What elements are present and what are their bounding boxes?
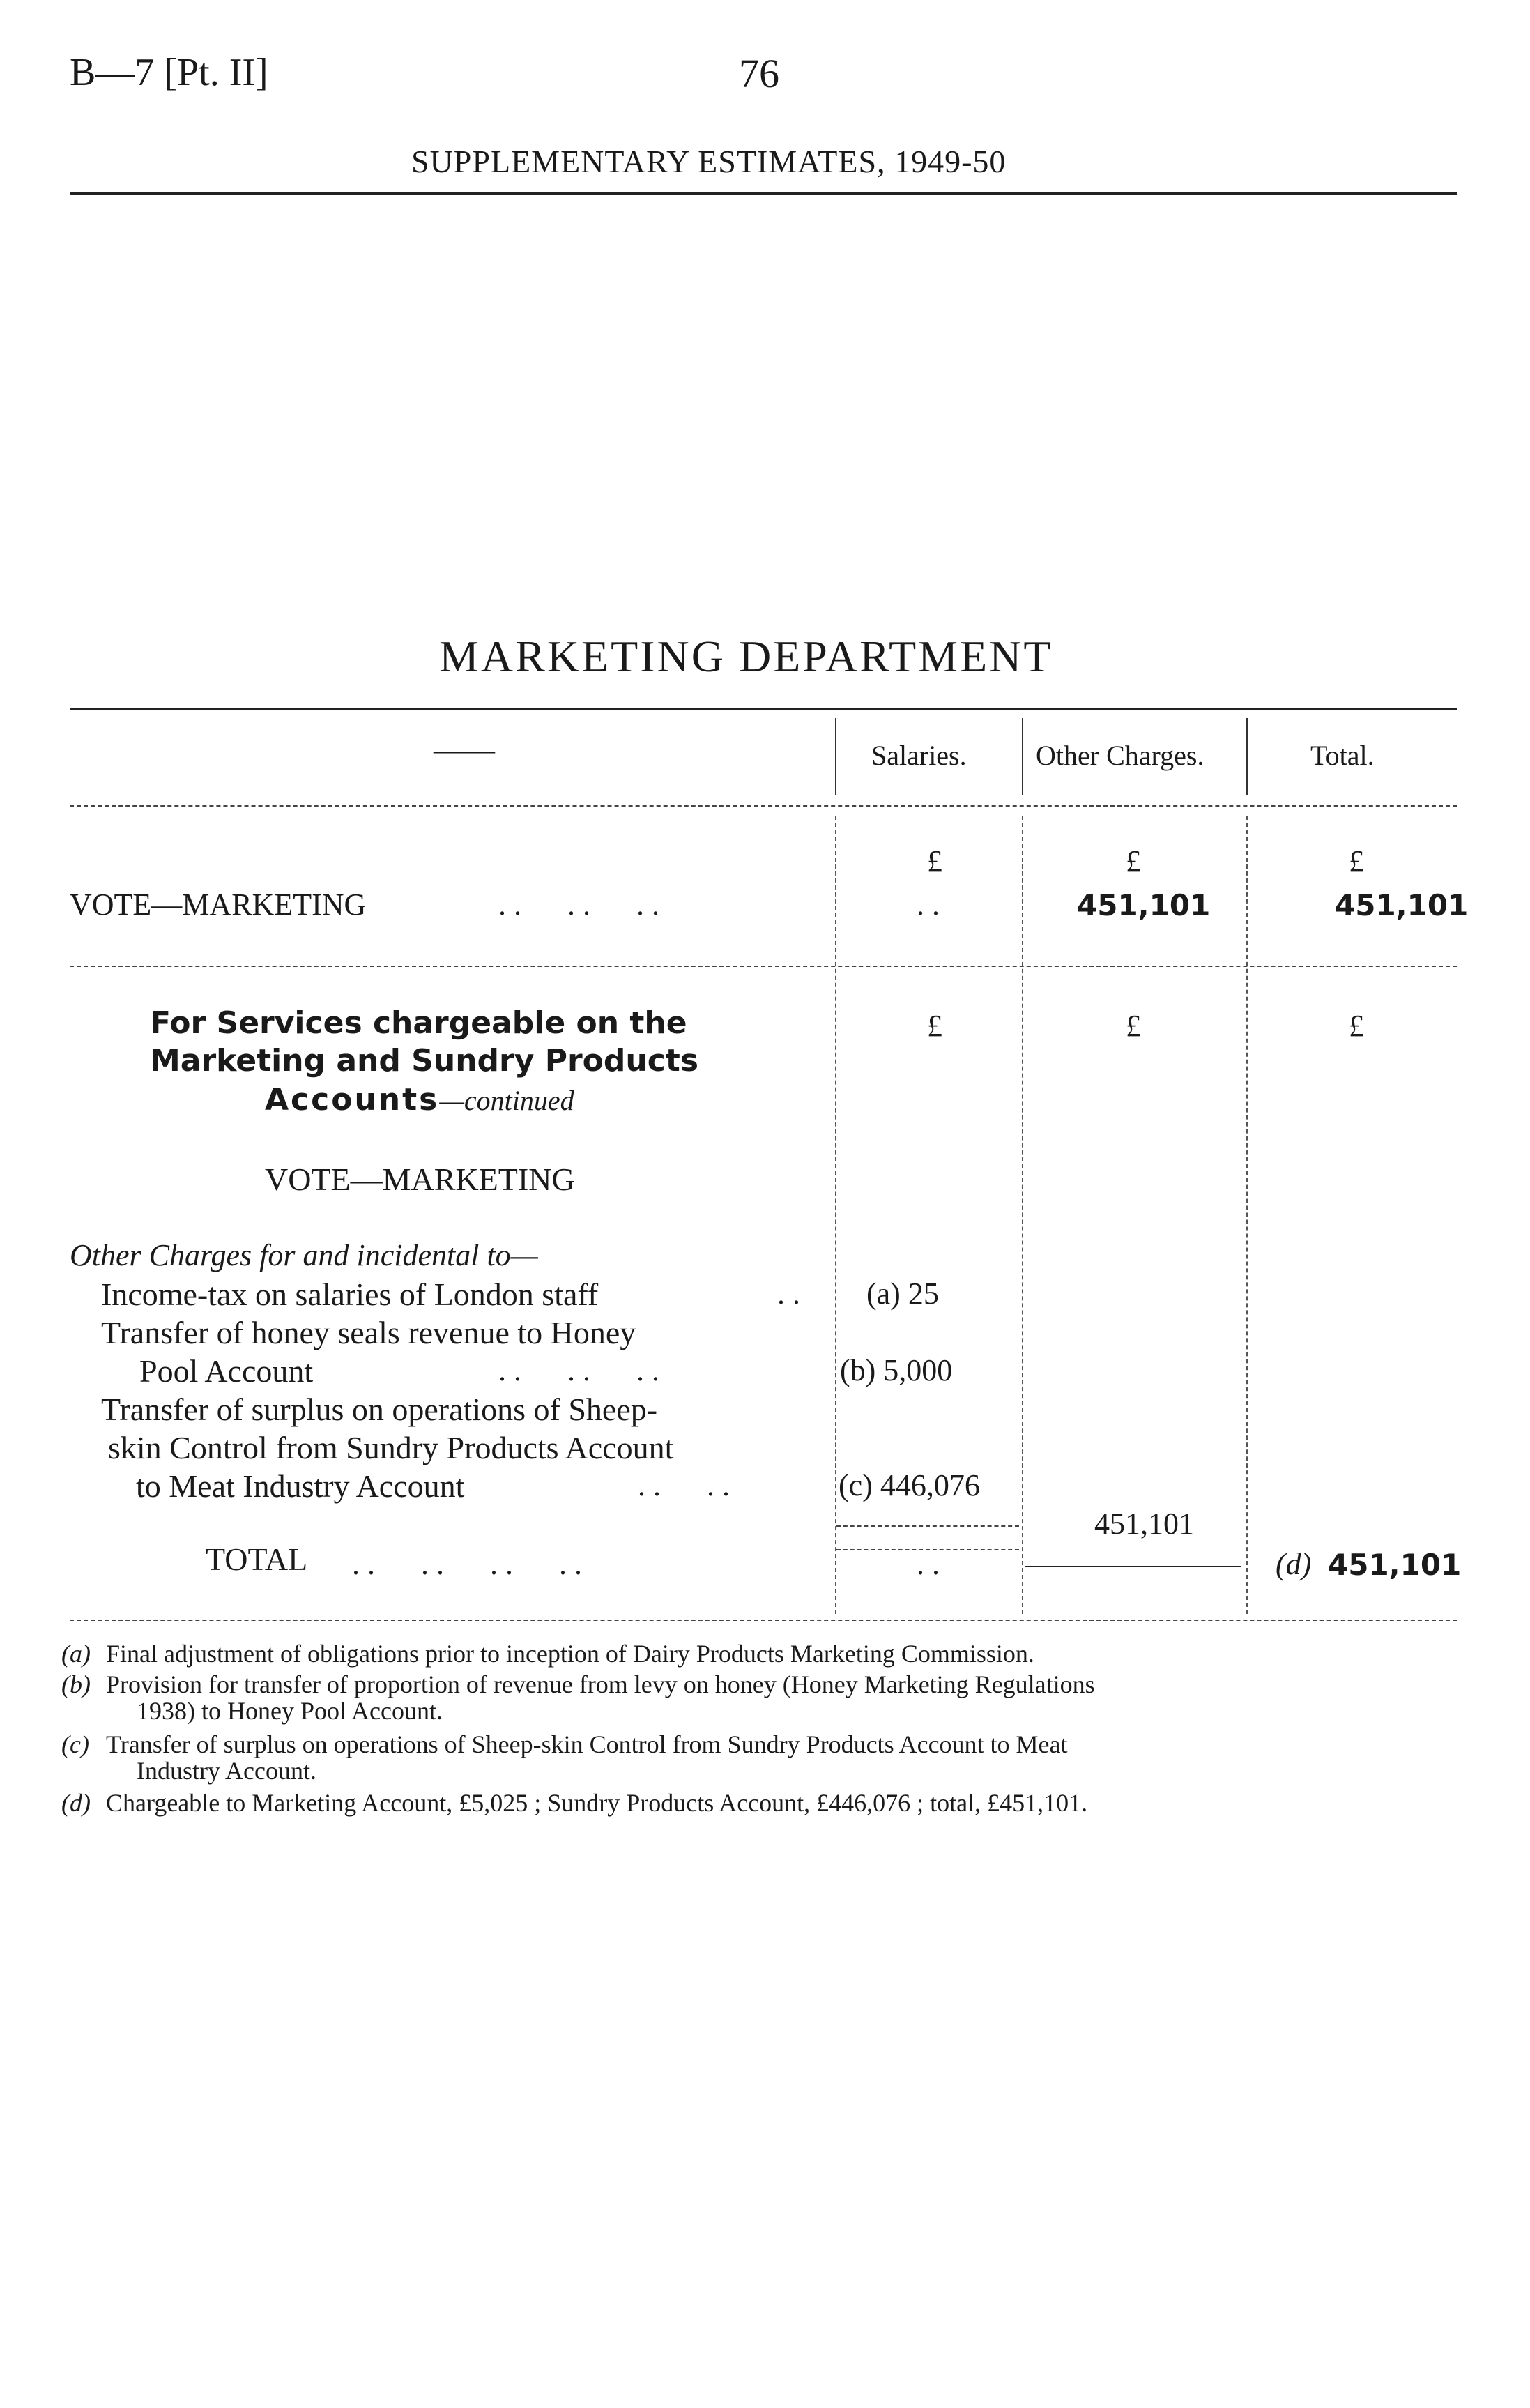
footnote-c-continued: Industry Account. bbox=[137, 1757, 316, 1785]
footnote-b-mark: (b) bbox=[61, 1670, 91, 1698]
page-section-code: B—7 [Pt. II] bbox=[70, 51, 268, 94]
other-charges-subtotal: 451,101 bbox=[1094, 1507, 1194, 1541]
column-divider-3-body bbox=[1246, 816, 1248, 1614]
footnote-a-mark: (a) bbox=[61, 1640, 91, 1668]
salaries-column-header: Salaries. bbox=[871, 740, 967, 771]
detail-subheading: Other Charges for and incidental to— bbox=[70, 1238, 538, 1272]
summary-currency-salaries: £ bbox=[927, 844, 942, 878]
item-honey-seals: Transfer of honey seals revenue to Honey bbox=[101, 1315, 636, 1350]
total-value: 451,101 bbox=[1328, 1548, 1462, 1582]
item-sheepskin-line-2: skin Control from Sundry Products Account bbox=[108, 1430, 674, 1465]
item-honey-seals-leaders: . . . . . . bbox=[498, 1353, 659, 1387]
item-sheepskin-line-3: to Meat Industry Account bbox=[136, 1468, 465, 1504]
footnote-b-continued: 1938) to Honey Pool Account. bbox=[137, 1697, 443, 1725]
detail-heading-continued: —continued bbox=[439, 1085, 574, 1116]
department-title: MARKETING DEPARTMENT bbox=[439, 632, 1053, 681]
table-top-rule bbox=[70, 708, 1457, 710]
summary-vote-label: VOTE—MARKETING bbox=[70, 887, 367, 922]
header-bottom-rule bbox=[70, 805, 1457, 807]
item-sheepskin-leaders: . . . . bbox=[638, 1468, 730, 1502]
summary-total-value: 451,101 bbox=[1335, 888, 1469, 922]
detail-vote-label: VOTE—MARKETING bbox=[265, 1161, 575, 1197]
footnote-rule bbox=[70, 1620, 1457, 1621]
footnote-b-text: Provision for transfer of proportion of revenue from levy on honey (Honey Marketing Regulations bbox=[106, 1670, 1095, 1698]
summary-currency-other: £ bbox=[1126, 844, 1141, 878]
item-honey-seals-salaries: (b) 5,000 bbox=[840, 1353, 953, 1387]
item-income-tax-leaders: . . bbox=[777, 1277, 800, 1311]
item-sheepskin-salaries: (c) 446,076 bbox=[839, 1468, 980, 1502]
summary-bottom-rule bbox=[70, 966, 1457, 967]
item-income-tax-salaries: (a) 25 bbox=[866, 1277, 939, 1311]
detail-heading-line-2: Marketing and Sundry Products bbox=[150, 1043, 699, 1079]
summary-leaders: . . . . . . bbox=[498, 887, 659, 922]
detail-currency-other: £ bbox=[1126, 1009, 1141, 1043]
column-divider-1 bbox=[835, 718, 836, 795]
total-label: TOTAL bbox=[206, 1541, 308, 1577]
other-charges-total-rule bbox=[1025, 1566, 1241, 1567]
item-honey-seals-line-2: Pool Account bbox=[139, 1353, 314, 1389]
other-charges-column-header: Other Charges. bbox=[1036, 740, 1204, 771]
column-divider-3 bbox=[1246, 718, 1248, 795]
stub-header-dash: —— bbox=[434, 733, 495, 767]
salaries-subtotal-rule bbox=[836, 1525, 1019, 1527]
item-income-tax: Income-tax on salaries of London staff bbox=[101, 1277, 599, 1312]
column-divider-2 bbox=[1022, 718, 1023, 795]
footnote-d bbox=[61, 1788, 1087, 1818]
detail-heading-accounts: Accounts bbox=[265, 1082, 440, 1118]
total-leaders: . . . . . . . . bbox=[352, 1547, 582, 1581]
total-footnote-mark: (d) bbox=[1276, 1547, 1312, 1581]
footnote-a-text: Final adjustment of obligations prior to inception of Dairy Products Marketing Commission. bbox=[106, 1640, 1034, 1668]
detail-currency-total: £ bbox=[1349, 1009, 1364, 1043]
detail-heading-line-3 bbox=[265, 1082, 574, 1118]
detail-heading-line-1: For Services chargeable on the bbox=[150, 1005, 687, 1041]
summary-currency-total: £ bbox=[1349, 844, 1364, 878]
summary-salaries-value: . . bbox=[917, 887, 940, 922]
detail-currency-salaries: £ bbox=[927, 1009, 942, 1043]
footnote-c-text: Transfer of surplus on operations of Sheep-skin Control from Sundry Products Account to Meat bbox=[106, 1730, 1068, 1758]
page-number: 76 bbox=[739, 51, 779, 96]
header-rule bbox=[70, 192, 1457, 195]
footnote-d-mark: (d) bbox=[61, 1789, 91, 1817]
total-salaries-value: . . bbox=[917, 1547, 940, 1581]
column-divider-1-body bbox=[835, 816, 836, 1614]
column-divider-2-body bbox=[1022, 816, 1023, 1614]
summary-other-charges-value: 451,101 bbox=[1077, 888, 1211, 922]
running-title: SUPPLEMENTARY ESTIMATES, 1949-50 bbox=[411, 144, 1007, 179]
total-column-header: Total. bbox=[1310, 740, 1375, 771]
item-sheepskin: Transfer of surplus on operations of Sheep- bbox=[101, 1392, 658, 1427]
footnote-d-text: Chargeable to Marketing Account, £5,025 ; Sundry Products Account, £446,076 ; total, £451,101. bbox=[106, 1789, 1088, 1817]
footnote-c-mark: (c) bbox=[61, 1730, 89, 1758]
footnote-a bbox=[61, 1638, 1034, 1669]
